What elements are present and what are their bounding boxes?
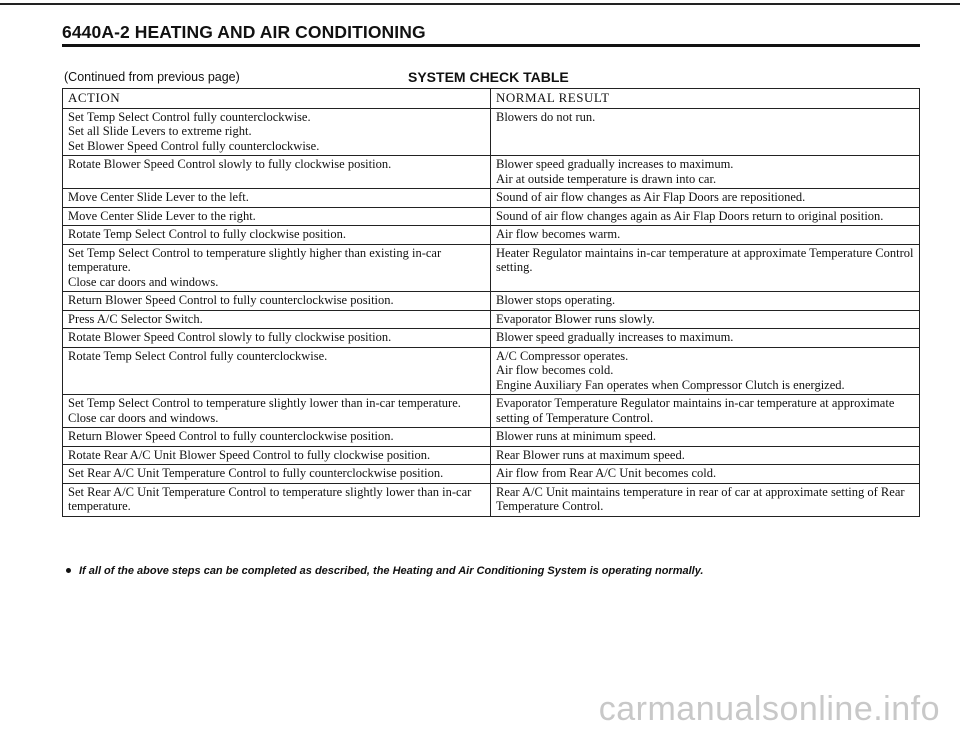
action-cell: Move Center Slide Lever to the left.: [63, 189, 491, 208]
result-cell: Air flow from Rear A/C Unit becomes cold.: [491, 465, 920, 484]
result-cell: Sound of air flow changes again as Air Flap Doors return to original position.: [491, 207, 920, 226]
table-row: [63, 156, 920, 189]
action-cell: Move Center Slide Lever to the right.: [63, 207, 491, 226]
table-title: SYSTEM CHECK TABLE: [408, 69, 569, 85]
result-cell: Rear Blower runs at maximum speed.: [491, 446, 920, 465]
result-cell: Sound of air flow changes as Air Flap Doors are repositioned.: [491, 189, 920, 208]
result-cell: Blower stops operating.: [491, 292, 920, 311]
table-header-row: [63, 89, 920, 109]
action-cell: Rotate Rear A/C Unit Blower Speed Control to fully clockwise position.: [63, 446, 491, 465]
action-cell: Set Temp Select Control to temperature slightly lower than in-car temperature. Close car doors and windows.: [63, 395, 491, 428]
result-cell: Blowers do not run.: [491, 108, 920, 156]
result-cell: Blower runs at minimum speed.: [491, 428, 920, 447]
table-row: [63, 483, 920, 516]
footnote: [66, 565, 703, 577]
table-row: [63, 207, 920, 226]
table-row: [63, 347, 920, 395]
header-rule: [62, 44, 920, 47]
table-row: [63, 395, 920, 428]
system-check-table: [62, 88, 920, 517]
table-row: [63, 108, 920, 156]
result-cell: Heater Regulator maintains in-car temperature at approximate Temperature Control setting.: [491, 244, 920, 292]
column-header-action: ACTION: [63, 89, 491, 109]
table-row: [63, 428, 920, 447]
result-cell: Evaporator Blower runs slowly.: [491, 310, 920, 329]
watermark: carmanualsonline.info: [598, 690, 940, 728]
continued-note: (Continued from previous page): [64, 70, 240, 84]
action-cell: Return Blower Speed Control to fully counterclockwise position.: [63, 292, 491, 311]
table-row: [63, 310, 920, 329]
action-cell: Set Temp Select Control to temperature slightly higher than existing in-car temperature. Close car doors and windows.: [63, 244, 491, 292]
table-row: [63, 446, 920, 465]
column-header-result: NORMAL RESULT: [491, 89, 920, 109]
table-row: [63, 189, 920, 208]
result-cell: Blower speed gradually increases to maximum. Air at outside temperature is drawn into car.: [491, 156, 920, 189]
result-cell: A/C Compressor operates. Air flow becomes cold. Engine Auxiliary Fan operates when Compressor Clutch is energized.: [491, 347, 920, 395]
table-row: [63, 292, 920, 311]
action-cell: Rotate Blower Speed Control slowly to fully clockwise position.: [63, 156, 491, 189]
action-cell: Rotate Blower Speed Control slowly to fully clockwise position.: [63, 329, 491, 348]
action-cell: Set Temp Select Control fully counterclockwise. Set all Slide Levers to extreme right. Set Blower Speed Control fully counterclockwise.: [63, 108, 491, 156]
action-cell: Rotate Temp Select Control fully counterclockwise.: [63, 347, 491, 395]
action-cell: Set Rear A/C Unit Temperature Control to temperature slightly lower than in-car temperature.: [63, 483, 491, 516]
top-rule: [0, 3, 960, 5]
result-cell: Evaporator Temperature Regulator maintains in-car temperature at approximate setting of Temperature Control.: [491, 395, 920, 428]
result-cell: Blower speed gradually increases to maximum.: [491, 329, 920, 348]
action-cell: Press A/C Selector Switch.: [63, 310, 491, 329]
table-row: [63, 244, 920, 292]
action-cell: Rotate Temp Select Control to fully clockwise position.: [63, 226, 491, 245]
page-header: 6440A-2 HEATING AND AIR CONDITIONING: [62, 22, 426, 42]
table-row: [63, 226, 920, 245]
action-cell: Set Rear A/C Unit Temperature Control to fully counterclockwise position.: [63, 465, 491, 484]
table-row: [63, 329, 920, 348]
action-cell: Return Blower Speed Control to fully counterclockwise position.: [63, 428, 491, 447]
footnote-text: If all of the above steps can be completed as described, the Heating and Air Conditioning System is operating normally.: [79, 565, 704, 577]
bullet-icon: [66, 568, 71, 573]
result-cell: Air flow becomes warm.: [491, 226, 920, 245]
table-row: [63, 465, 920, 484]
result-cell: Rear A/C Unit maintains temperature in rear of car at approximate setting of Rear Temperature Control.: [491, 483, 920, 516]
